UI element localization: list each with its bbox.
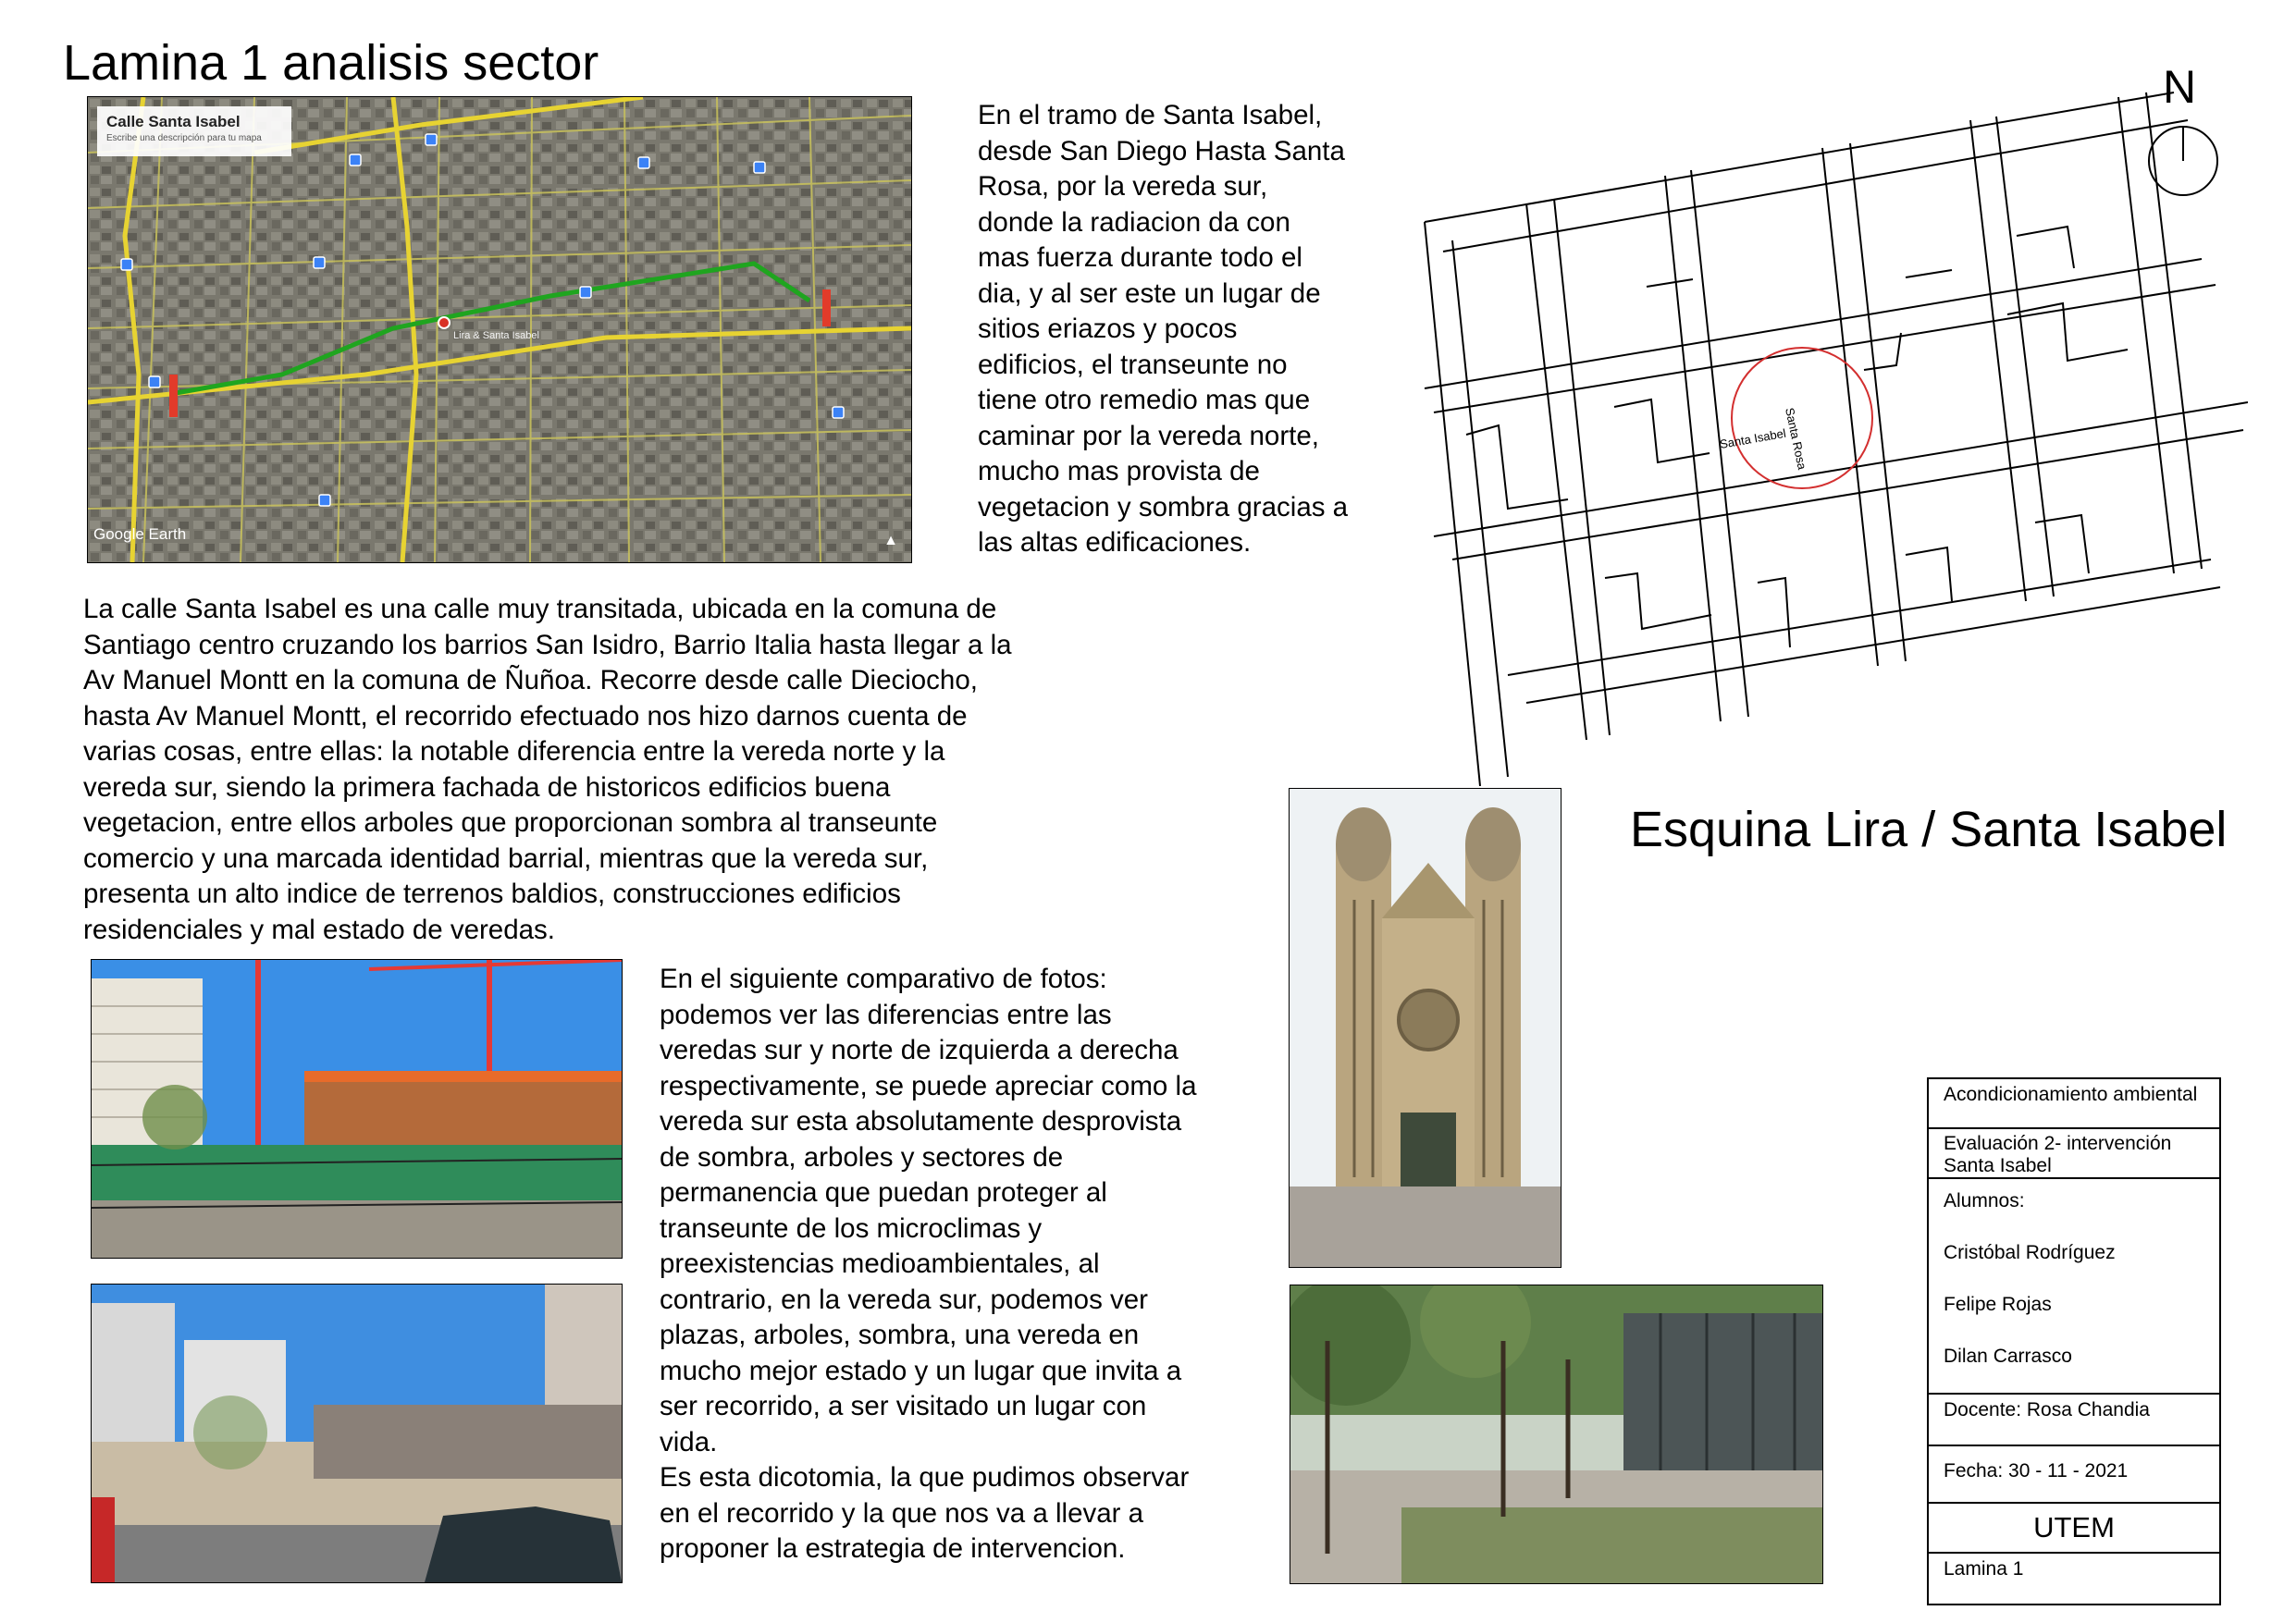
sheet-name: Lamina 1: [1944, 1558, 2024, 1580]
north-label: N: [2163, 61, 2197, 113]
plan-label-santa-rosa: Santa Rosa: [1783, 406, 1809, 472]
map-panel-title: Calle Santa Isabel: [106, 113, 241, 130]
south-sidewalk-empty-lot-photo: [91, 1284, 623, 1583]
student-name: Dilan Carrasco: [1944, 1346, 2072, 1367]
teacher-name: Docente: Rosa Chandia: [1944, 1399, 2150, 1420]
north-compass-icon: [2146, 124, 2220, 198]
title-block-teacher: [1927, 1393, 2221, 1446]
student-name: Cristóbal Rodríguez: [1944, 1242, 2116, 1263]
institution-name: UTEM: [2033, 1511, 2115, 1543]
description-paragraph: La calle Santa Isabel es una calle muy transitada, ubicada en la comuna de Santiago centro cruzando los barrios San Isidro, Barrio Italia hasta llegar a la Av Manuel Montt en la comuna de Ñuñoa. Recorre desde calle Dieciocho, hasta Av Manuel Montt, el recorrido efectuado nos hizo darnos cuenta de varias cosas, entre ellas: la notable diferencia entre la vereda norte y la vereda sur, siendo la primera fachada de historicos edificios buena vegetacion, entre ellos arboles que proporcionan sombra al transeunte comercio y una marcada identidad barrial, mientras que la vereda sur, presenta un alto indice de terrenos baldios, construcciones edificios residenciales y mal estado de veredas.: [83, 594, 1012, 945]
evaluation-line-1: Evaluación 2- intervención: [1944, 1133, 2172, 1154]
title-block-date: [1927, 1445, 2221, 1504]
title-block-evaluation: [1927, 1127, 2221, 1179]
date-value: Fecha: 30 - 11 - 2021: [1944, 1460, 2129, 1482]
title-block-course: [1927, 1077, 2221, 1129]
plan-label-santa-isabel: Santa Isabel: [1718, 425, 1787, 451]
map-panel-subtitle: Escribe una descripción para tu mapa: [106, 133, 262, 143]
north-sidewalk-plaza-photo: [1290, 1285, 1823, 1584]
street-plan-diagram: [1415, 55, 2248, 786]
route-end-marker: [822, 289, 831, 326]
corner-title: Esquina Lira / Santa Isabel: [1630, 802, 2228, 857]
church-photo: [1289, 788, 1562, 1268]
map-watermark: Google Earth: [93, 525, 187, 543]
course-name: Acondicionamiento ambiental: [1944, 1084, 2198, 1105]
south-sidewalk-construction-photo: [91, 959, 623, 1259]
title-block-students: [1927, 1177, 2221, 1395]
students-label: Alumnos:: [1944, 1190, 2025, 1211]
map-info-panel: [97, 106, 291, 156]
intro-paragraph: En el tramo de Santa Isabel, desde San Diego Hasta Santa Rosa, por la vereda sur, donde la radiacion da con mas fuerza durante todo el dia, y al ser este un lugar de sitios eriazos y pocos edificios, el transeunte no tiene otro remedio mas que caminar por la vereda norte, mucho mas provista de vegetacion y sombra gracias a las altas edificaciones.: [978, 100, 1349, 558]
satellite-map-image: [87, 96, 912, 563]
location-pin: [438, 317, 450, 328]
title-block-institution: [1927, 1502, 2221, 1554]
evaluation-line-2: Santa Isabel: [1944, 1155, 2052, 1176]
route-start-marker: [169, 375, 178, 417]
student-name: Felipe Rojas: [1944, 1294, 2052, 1315]
map-north-arrow-icon: ▲: [883, 533, 898, 548]
page-title: Lamina 1 analisis sector: [63, 35, 599, 91]
map-place-label: Lira & Santa Isabel: [453, 330, 539, 341]
comparison-paragraph: En el siguiente comparativo de fotos: podemos ver las diferencias entre las veredas sur y norte de izquierda a derecha respectivamente, se puede apreciar como la vereda sur esta absolutamente desprovista de sombra, arboles y sectores de permanencia que puedan proteger al transeunte de los microclimas y preexistencias medioambientales, al contrario, en la vereda sur, podemos ver plazas, arboles, sombra, una vereda en mucho mejor estado y un lugar que invita a ser recorrido, a ser visitado un lugar con vida. Es esta dicotomia, la que pudimos observar en el recorrido y la que nos va a llevar a proponer la estrategia de intervencion.: [660, 964, 1197, 1564]
title-block-sheet: [1927, 1552, 2221, 1605]
